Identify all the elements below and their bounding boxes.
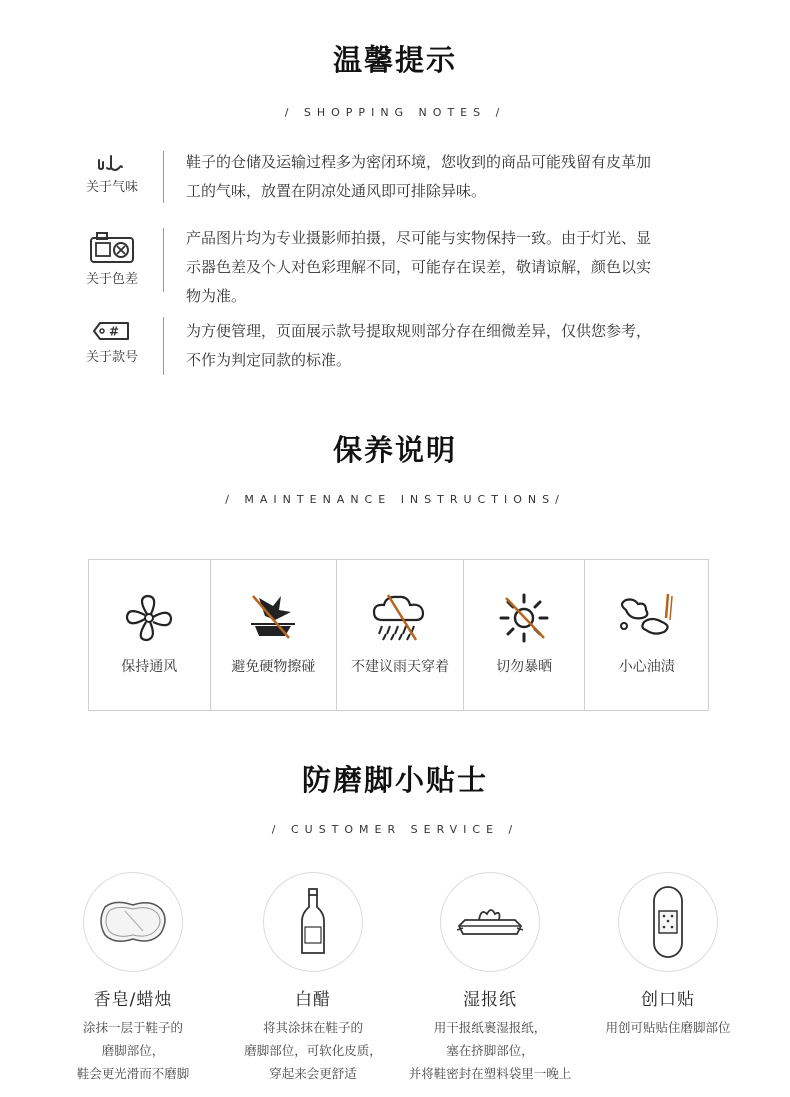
maintenance-label: 小心油渍 — [618, 659, 675, 675]
note-text — [186, 317, 746, 375]
maintenance-label: 切勿暴晒 — [496, 659, 553, 675]
tip-line: 塞在挤脚部位， — [446, 1043, 534, 1058]
tip-line: 穿起来会更舒适 — [269, 1066, 357, 1081]
note-divider — [163, 228, 164, 292]
notes-title: 温馨提示 — [332, 43, 457, 77]
note-line: 鞋子的仓储及运输过程多为密闭环境，您收到的商品可能残留有皮革加 — [186, 153, 652, 171]
maintenance-label: 不建议雨天穿着 — [351, 659, 449, 675]
band-aid-icon — [651, 885, 685, 959]
maintenance-label: 保持通风 — [121, 659, 178, 675]
no-rain-icon — [370, 592, 430, 642]
maintenance-item-hard-object — [211, 560, 338, 710]
maintenance-item-sun — [464, 560, 586, 710]
tip-name: 白醋 — [295, 990, 331, 1010]
tip-name: 香皂/蜡烛 — [93, 990, 173, 1010]
tip-circle — [618, 872, 718, 972]
maintenance-subtitle: / MAINTENANCE INSTRUCTIONS/ — [225, 493, 565, 506]
note-line: 示器色差及个人对色彩理解不同，可能存在误差，敬请谅解，颜色以实 — [186, 258, 652, 276]
tip-line: 磨脚部位，可软化皮质， — [244, 1043, 382, 1058]
tip-desc — [43, 1016, 223, 1085]
maintenance-title: 保养说明 — [332, 433, 457, 467]
oil-stain-icon — [616, 592, 678, 638]
notes-subtitle: / SHOPPING NOTES / — [284, 106, 506, 119]
tips-title: 防磨脚小贴士 — [301, 763, 488, 797]
note-line: 为方便管理，页面展示款号提取规则部分存在细微差异，仅供您参考， — [186, 322, 652, 340]
tip-name: 湿报纸 — [463, 990, 517, 1010]
tip-circle — [83, 872, 183, 972]
note-divider — [163, 151, 164, 203]
tip-desc — [578, 1016, 758, 1039]
tip-line: 鞋会更光滑而不磨脚 — [76, 1066, 190, 1081]
note-line: 物为准。 — [186, 287, 247, 305]
tip-desc — [223, 1016, 403, 1085]
note-line: 工的气味，放置在阴凉处通风即可排除异味。 — [186, 182, 487, 200]
note-label: 关于气味 — [85, 180, 138, 195]
camera-icon — [88, 230, 136, 264]
tip-wet-paper — [400, 872, 580, 1085]
fan-icon — [123, 592, 175, 644]
tip-line: 并将鞋密封在塑料袋里一晚上 — [408, 1066, 572, 1081]
vinegar-bottle-icon — [298, 887, 328, 957]
svg-text:#: # — [109, 324, 120, 339]
tip-vinegar — [223, 872, 403, 1085]
note-line: 产品图片均为专业摄影师拍摄，尽可能与实物保持一致。由于灯光、显 — [186, 229, 652, 247]
tip-circle — [440, 872, 540, 972]
maintenance-label: 避免硬物擦碰 — [231, 659, 316, 675]
note-item-color — [78, 230, 146, 287]
tip-line: 将其涂抹在鞋子的 — [262, 1020, 363, 1035]
note-label: 关于色差 — [85, 272, 138, 287]
maintenance-grid — [88, 559, 709, 711]
note-item-smell — [78, 146, 146, 195]
note-line: 不作为判定同款的标准。 — [186, 351, 352, 369]
maintenance-item-ventilation — [89, 560, 211, 710]
smell-icon — [95, 146, 129, 172]
maintenance-item-rain — [337, 560, 464, 710]
tip-line: 涂抹一层于鞋子的 — [82, 1020, 183, 1035]
tip-circle — [263, 872, 363, 972]
maintenance-item-oil — [585, 560, 708, 710]
tip-desc — [400, 1016, 580, 1085]
soap-icon — [95, 897, 171, 947]
note-item-style — [78, 320, 146, 365]
tip-soap — [43, 872, 223, 1085]
tip-line: 用干报纸裹湿报纸， — [433, 1020, 547, 1035]
tag-icon — [92, 320, 132, 342]
tip-band-aid — [578, 872, 758, 1039]
note-text — [186, 224, 746, 311]
wet-tissue-icon — [455, 904, 525, 940]
note-text — [186, 148, 746, 206]
tip-name: 创口贴 — [641, 990, 695, 1010]
note-divider — [163, 317, 164, 375]
tip-line: 用创可贴贴住磨脚部位 — [605, 1020, 731, 1035]
no-sun-icon — [498, 592, 550, 644]
note-label: 关于款号 — [85, 350, 138, 365]
no-hard-object-icon — [245, 592, 301, 642]
tip-line: 磨脚部位， — [101, 1043, 165, 1058]
tips-subtitle: / CUSTOMER SERVICE / — [271, 823, 519, 836]
